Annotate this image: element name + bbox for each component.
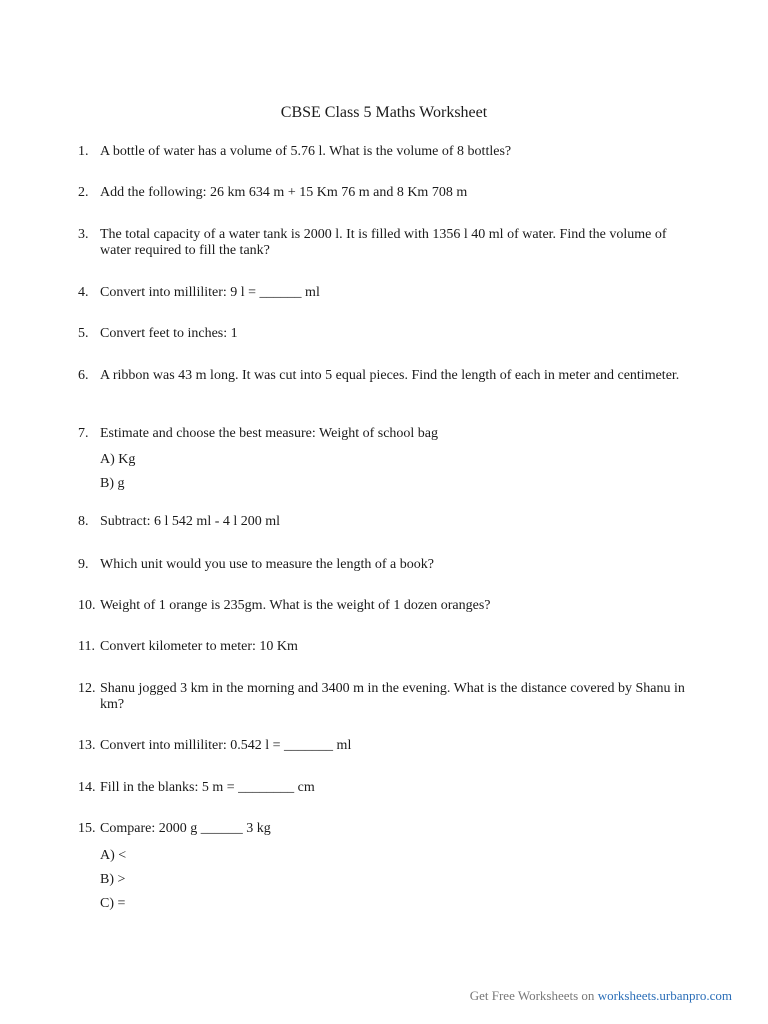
question-text: Convert into milliliter: 9 l = ______ ml (100, 285, 320, 300)
question-text: A bottle of water has a volume of 5.76 l. What is the volume of 8 bottles? (100, 144, 512, 159)
question-7-option-b: B) g (100, 476, 125, 491)
question-text: Estimate and choose the best measure: Weight of school bag (100, 426, 439, 441)
question-text: Convert feet to inches: 1 (100, 326, 238, 341)
question-2 (78, 185, 688, 201)
question-number: 15. (78, 821, 96, 836)
question-number: 5. (78, 326, 89, 341)
question-text: Subtract: 6 l 542 ml - 4 l 200 ml (100, 514, 281, 529)
question-15-option-b: B) > (100, 872, 126, 887)
question-11 (78, 639, 688, 655)
question-text: Which unit would you use to measure the length of a book? (100, 557, 434, 572)
question-14 (78, 780, 688, 796)
question-15 (78, 821, 688, 837)
footer-link[interactable]: worksheets.urbanpro.com (597, 988, 732, 1003)
question-4 (78, 285, 688, 301)
question-text: Add the following: 26 km 634 m + 15 Km 76 m and 8 Km 708 m (100, 185, 468, 200)
question-text: The total capacity of a water tank is 2000 l. It is filled with 1356 l 40 ml of water. Find the volume of water required to fill the tank? (100, 227, 667, 258)
question-number: 3. (78, 227, 89, 242)
footer-prefix: Get Free Worksheets on (469, 988, 598, 1003)
page-title: CBSE Class 5 Maths Worksheet (280, 104, 488, 121)
question-text: Shanu jogged 3 km in the morning and 3400 m in the evening. What is the distance covered by Shanu in km? (100, 681, 685, 712)
question-number: 9. (78, 557, 89, 572)
question-text: Compare: 2000 g ______ 3 kg (100, 821, 271, 836)
question-5 (78, 326, 688, 342)
question-number: 2. (78, 185, 89, 200)
question-text: Fill in the blanks: 5 m = ________ cm (100, 780, 315, 795)
question-7-option-a: A) Kg (100, 452, 136, 467)
question-15-option-a: A) < (100, 848, 127, 863)
question-number: 7. (78, 426, 89, 441)
question-15-option-c: C) = (100, 896, 126, 911)
question-1 (78, 144, 688, 160)
question-6 (78, 368, 688, 384)
question-9 (78, 557, 688, 573)
question-text: Convert kilometer to meter: 10 Km (100, 639, 298, 654)
question-text: Convert into milliliter: 0.542 l = _______ ml (100, 738, 352, 753)
question-13 (78, 738, 688, 754)
question-3 (78, 227, 688, 259)
question-number: 6. (78, 368, 89, 383)
question-number: 4. (78, 285, 89, 300)
question-text: Weight of 1 orange is 235gm. What is the weight of 1 dozen oranges? (100, 598, 491, 613)
question-number: 10. (78, 598, 96, 613)
question-8 (78, 514, 688, 530)
footer (470, 988, 732, 1004)
question-number: 13. (78, 738, 96, 753)
question-12 (78, 681, 688, 713)
question-7 (78, 426, 688, 442)
question-number: 14. (78, 780, 96, 795)
question-number: 12. (78, 681, 96, 696)
question-number: 8. (78, 514, 89, 529)
question-10 (78, 598, 688, 614)
question-number: 1. (78, 144, 89, 159)
question-number: 11. (78, 639, 95, 654)
question-text: A ribbon was 43 m long. It was cut into 5 equal pieces. Find the length of each in meter and centimeter. (100, 368, 680, 383)
